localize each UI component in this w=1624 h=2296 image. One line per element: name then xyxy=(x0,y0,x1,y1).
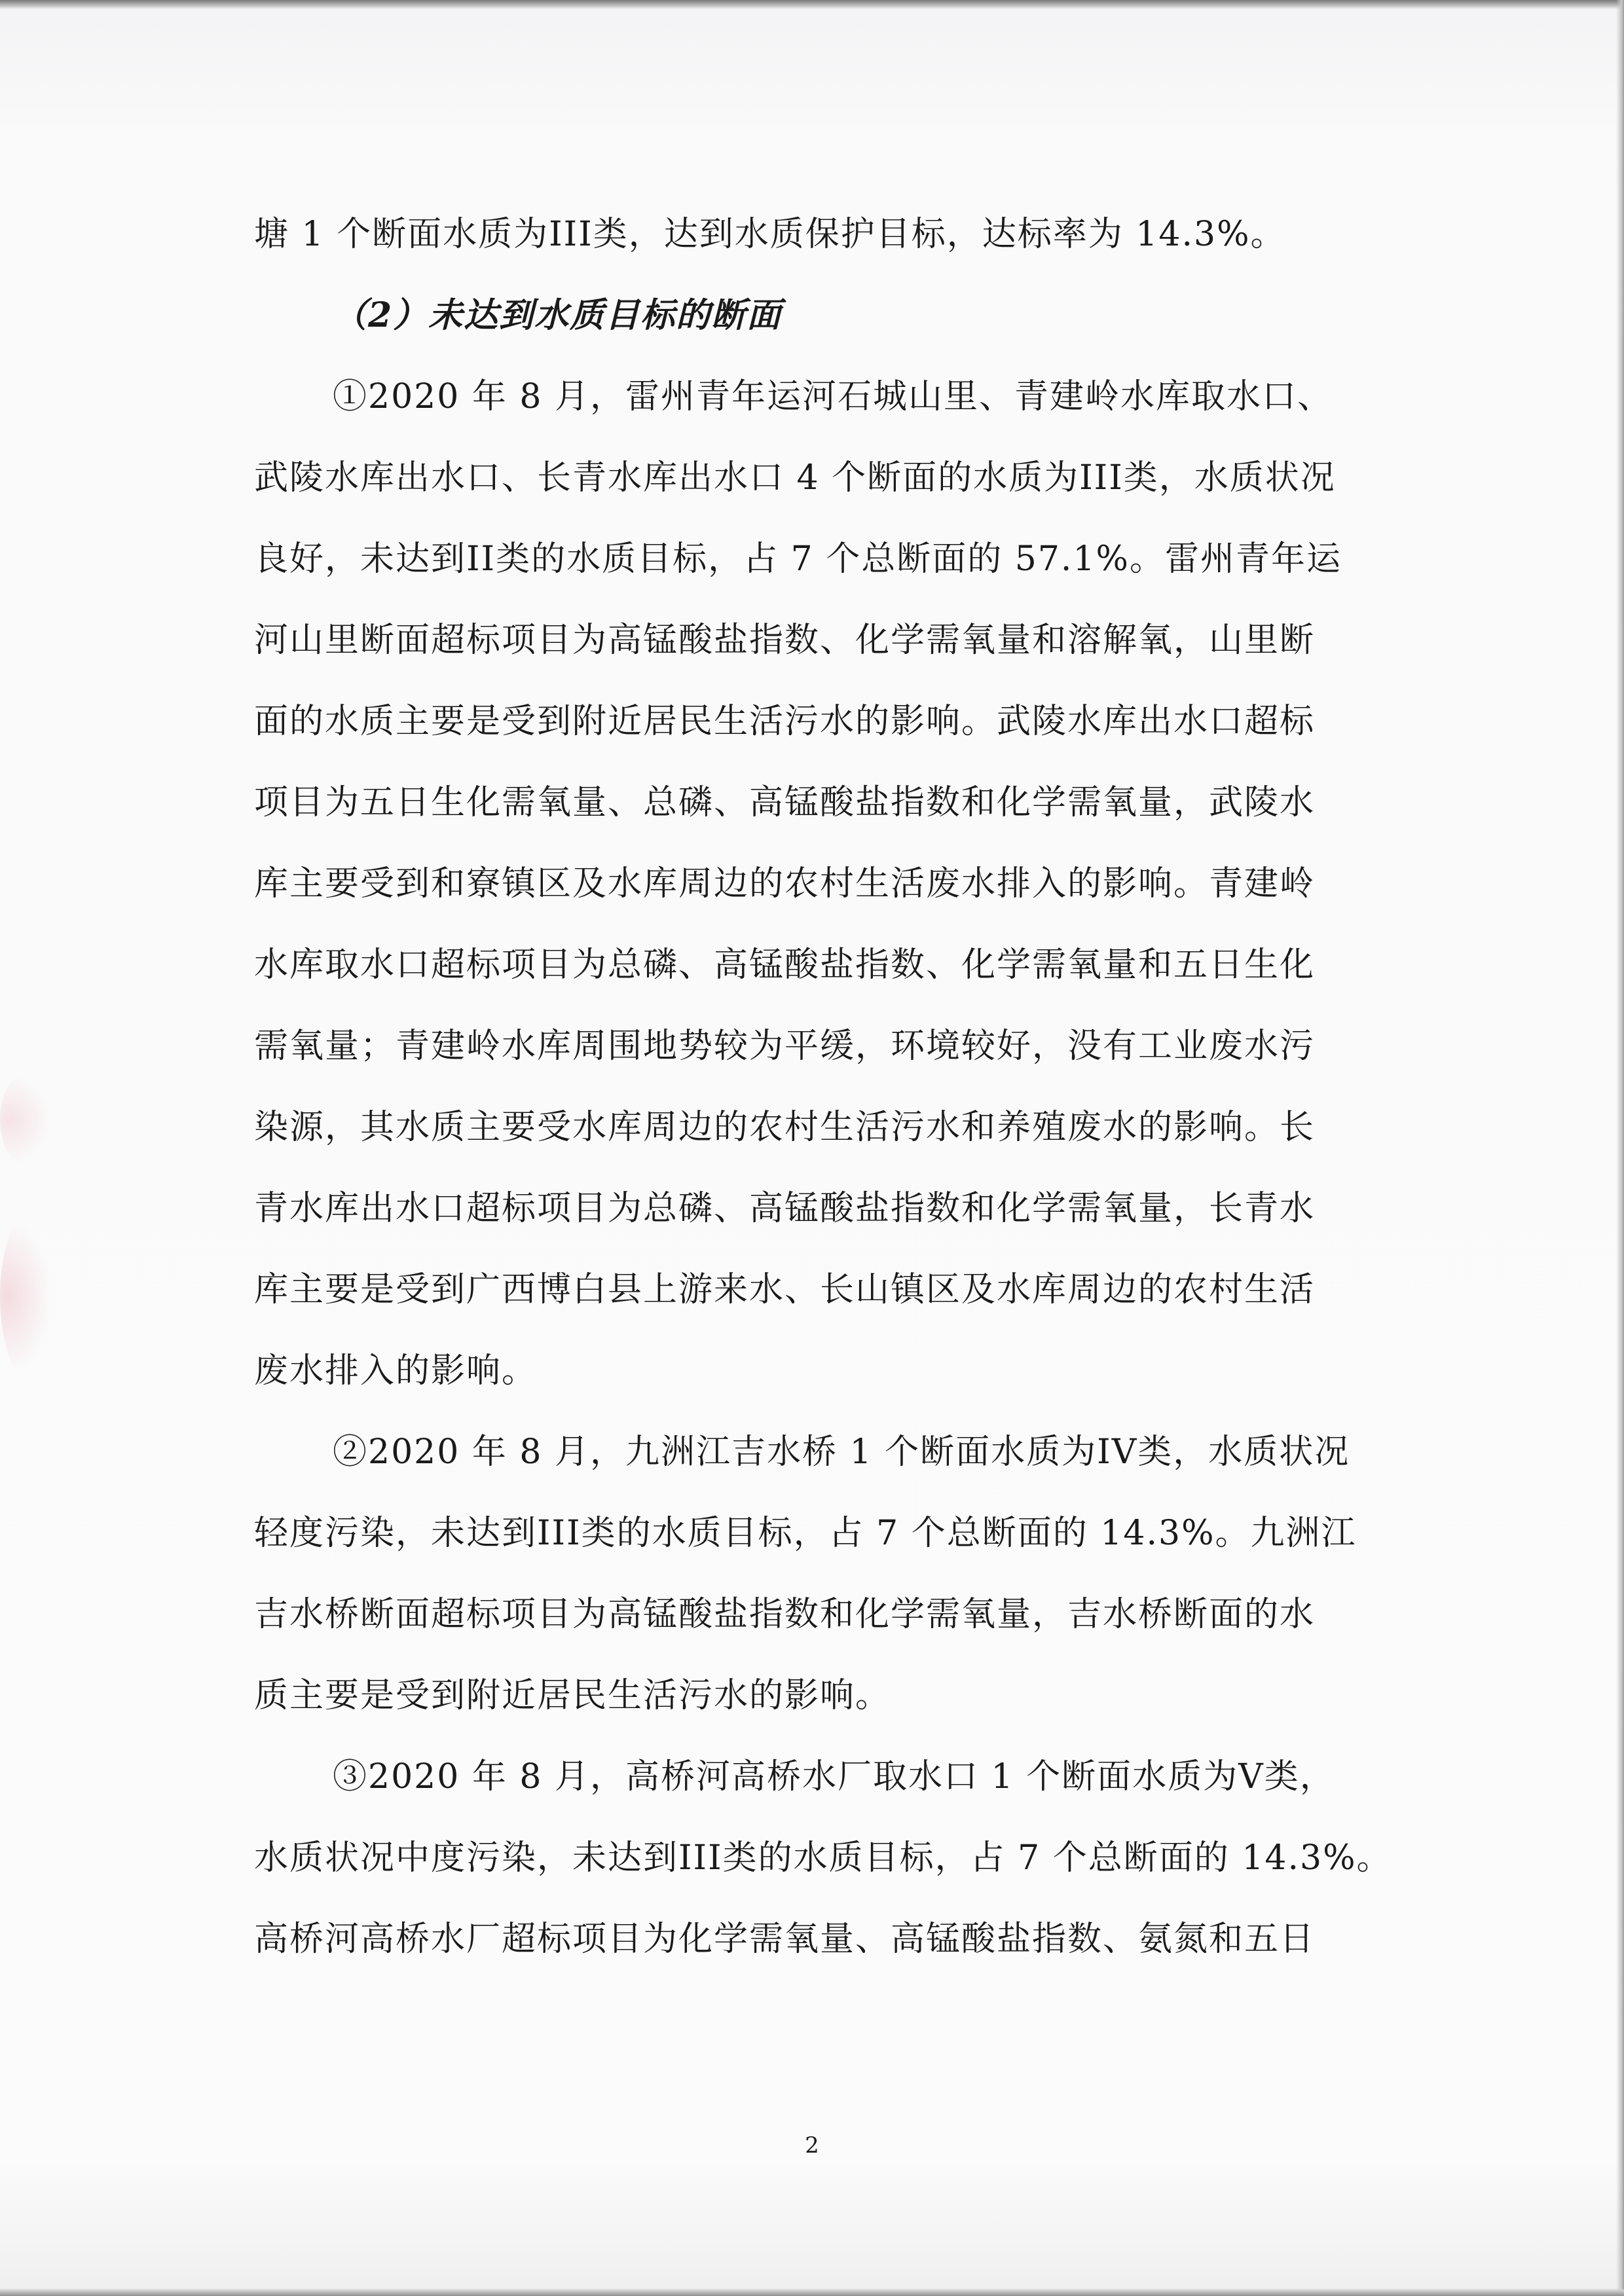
body-line: 高桥河高桥水厂超标项目为化学需氧量、高锰酸盐指数、氨氮和五日 xyxy=(254,1920,1316,1959)
scan-right-edge xyxy=(1616,0,1624,2296)
body-text xyxy=(254,194,1392,1980)
body-line: ②2020 年 8 月，九洲江吉水桥 1 个断面水质为IV类，水质状况 xyxy=(333,1432,1350,1472)
body-line: 吉水桥断面超标项目为高锰酸盐指数和化学需氧量，吉水桥断面的水 xyxy=(254,1595,1316,1634)
body-line: 水质状况中度污染，未达到III类的水质目标，占 7 个总断面的 14.3%。 xyxy=(254,1838,1392,1878)
body-line: 废水排入的影响。 xyxy=(254,1351,538,1391)
body-line: 良好，未达到II类的水质目标，占 7 个总断面的 57.1%。雷州青年运 xyxy=(254,539,1342,579)
body-line: 河山里断面超标项目为高锰酸盐指数、化学需氧量和溶解氧，山里断 xyxy=(254,621,1316,660)
body-line: 项目为五日生化需氧量、总磷、高锰酸盐指数和化学需氧量，武陵水 xyxy=(254,783,1316,822)
scan-top-edge xyxy=(0,0,1624,9)
body-line: 水库取水口超标项目为总磷、高锰酸盐指数、化学需氧量和五日生化 xyxy=(254,945,1316,985)
body-line: 质主要是受到附近居民生活污水的影响。 xyxy=(254,1676,891,1715)
body-line: 库主要受到和寮镇区及水库周边的农村生活废水排入的影响。青建岭 xyxy=(254,864,1316,903)
body-line: 库主要是受到广西博白县上游来水、长山镇区及水库周边的农村生活 xyxy=(254,1270,1316,1309)
red-ink-bleed-mark xyxy=(0,1074,52,1165)
body-line: 武陵水库出水口、长青水库出水口 4 个断面的水质为III类，水质状况 xyxy=(254,458,1336,498)
body-line: 染源，其水质主要受水库周边的农村生活污水和养殖废水的影响。长 xyxy=(254,1108,1316,1147)
scan-bottom-edge xyxy=(0,2288,1624,2296)
body-line: 塘 1 个断面水质为III类，达到水质保护目标，达标率为 14.3%。 xyxy=(254,215,1286,254)
page-number: 2 xyxy=(805,2132,819,2159)
body-line: ③2020 年 8 月，高桥河高桥水厂取水口 1 个断面水质为V类， xyxy=(333,1757,1335,1796)
body-line: 面的水质主要是受到附近居民生活污水的影响。武陵水库出水口超标 xyxy=(254,702,1316,741)
red-ink-bleed-mark xyxy=(0,1218,52,1375)
body-line: 轻度污染，未达到III类的水质目标，占 7 个总断面的 14.3%。九洲江 xyxy=(254,1514,1357,1553)
body-line: 需氧量；青建岭水库周围地势较为平缓，环境较好，没有工业废水污 xyxy=(254,1027,1316,1066)
body-line: 青水库出水口超标项目为总磷、高锰酸盐指数和化学需氧量，长青水 xyxy=(254,1189,1316,1228)
body-line: ①2020 年 8 月，雷州青年运河石城山里、青建岭水库取水口、 xyxy=(333,377,1333,416)
section-heading: （2）未达到水质目标的断面 xyxy=(333,295,783,335)
